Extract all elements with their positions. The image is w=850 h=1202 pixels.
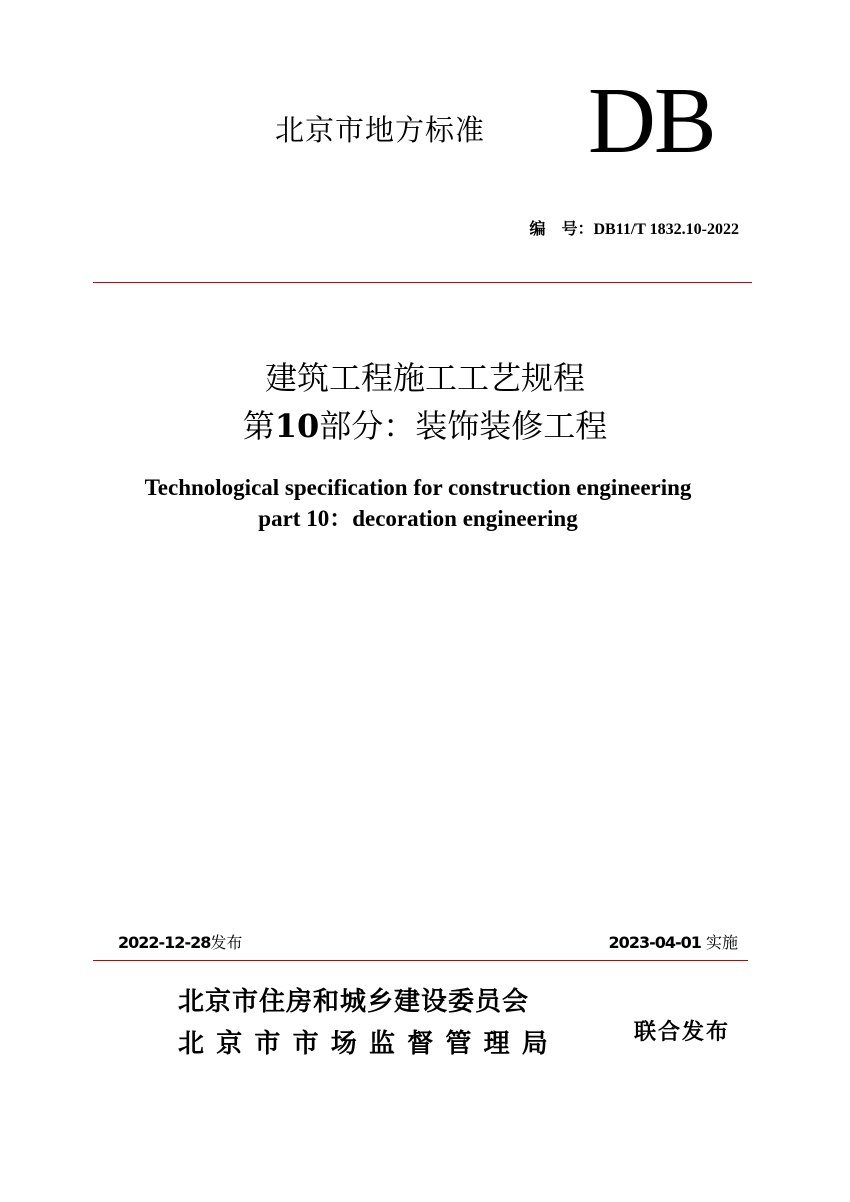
publish-date: 2022-12-28: [118, 933, 211, 952]
implement-date-line: [609, 930, 738, 953]
title-cn-prefix: 第: [242, 407, 275, 445]
standard-code: [529, 216, 739, 239]
issuer-market-regulation: 北京市市场监督管理局: [178, 1029, 561, 1059]
title-cn-suffix: 部分：装饰装修工程: [319, 407, 608, 445]
joint-release-label: 联合发布: [634, 1020, 731, 1045]
publish-date-line: [118, 930, 242, 953]
title-en-line2: part 10：decoration engineering: [258, 506, 578, 531]
publish-label: 发布: [210, 933, 243, 952]
issuer-housing-commission: 北京市住房和城乡建设委员会: [178, 987, 530, 1017]
implement-label: 实施: [705, 933, 738, 952]
standard-category-label: 北京市地方标准: [275, 113, 486, 147]
db-logo: DB: [588, 69, 715, 173]
title-cn-part-number: 10: [274, 407, 320, 445]
bottom-divider: [93, 960, 748, 961]
standard-code-label: 编 号：: [529, 219, 594, 238]
title-cn-line2: [0, 407, 850, 445]
standard-code-value: DB11/T 1832.10-2022: [593, 221, 739, 238]
implement-date: 2023-04-01: [608, 933, 701, 952]
top-divider: [93, 282, 752, 283]
title-cn-line1: 建筑工程施工工艺规程: [264, 359, 585, 397]
title-en-line1: Technological specification for construction engineering: [144, 475, 692, 500]
